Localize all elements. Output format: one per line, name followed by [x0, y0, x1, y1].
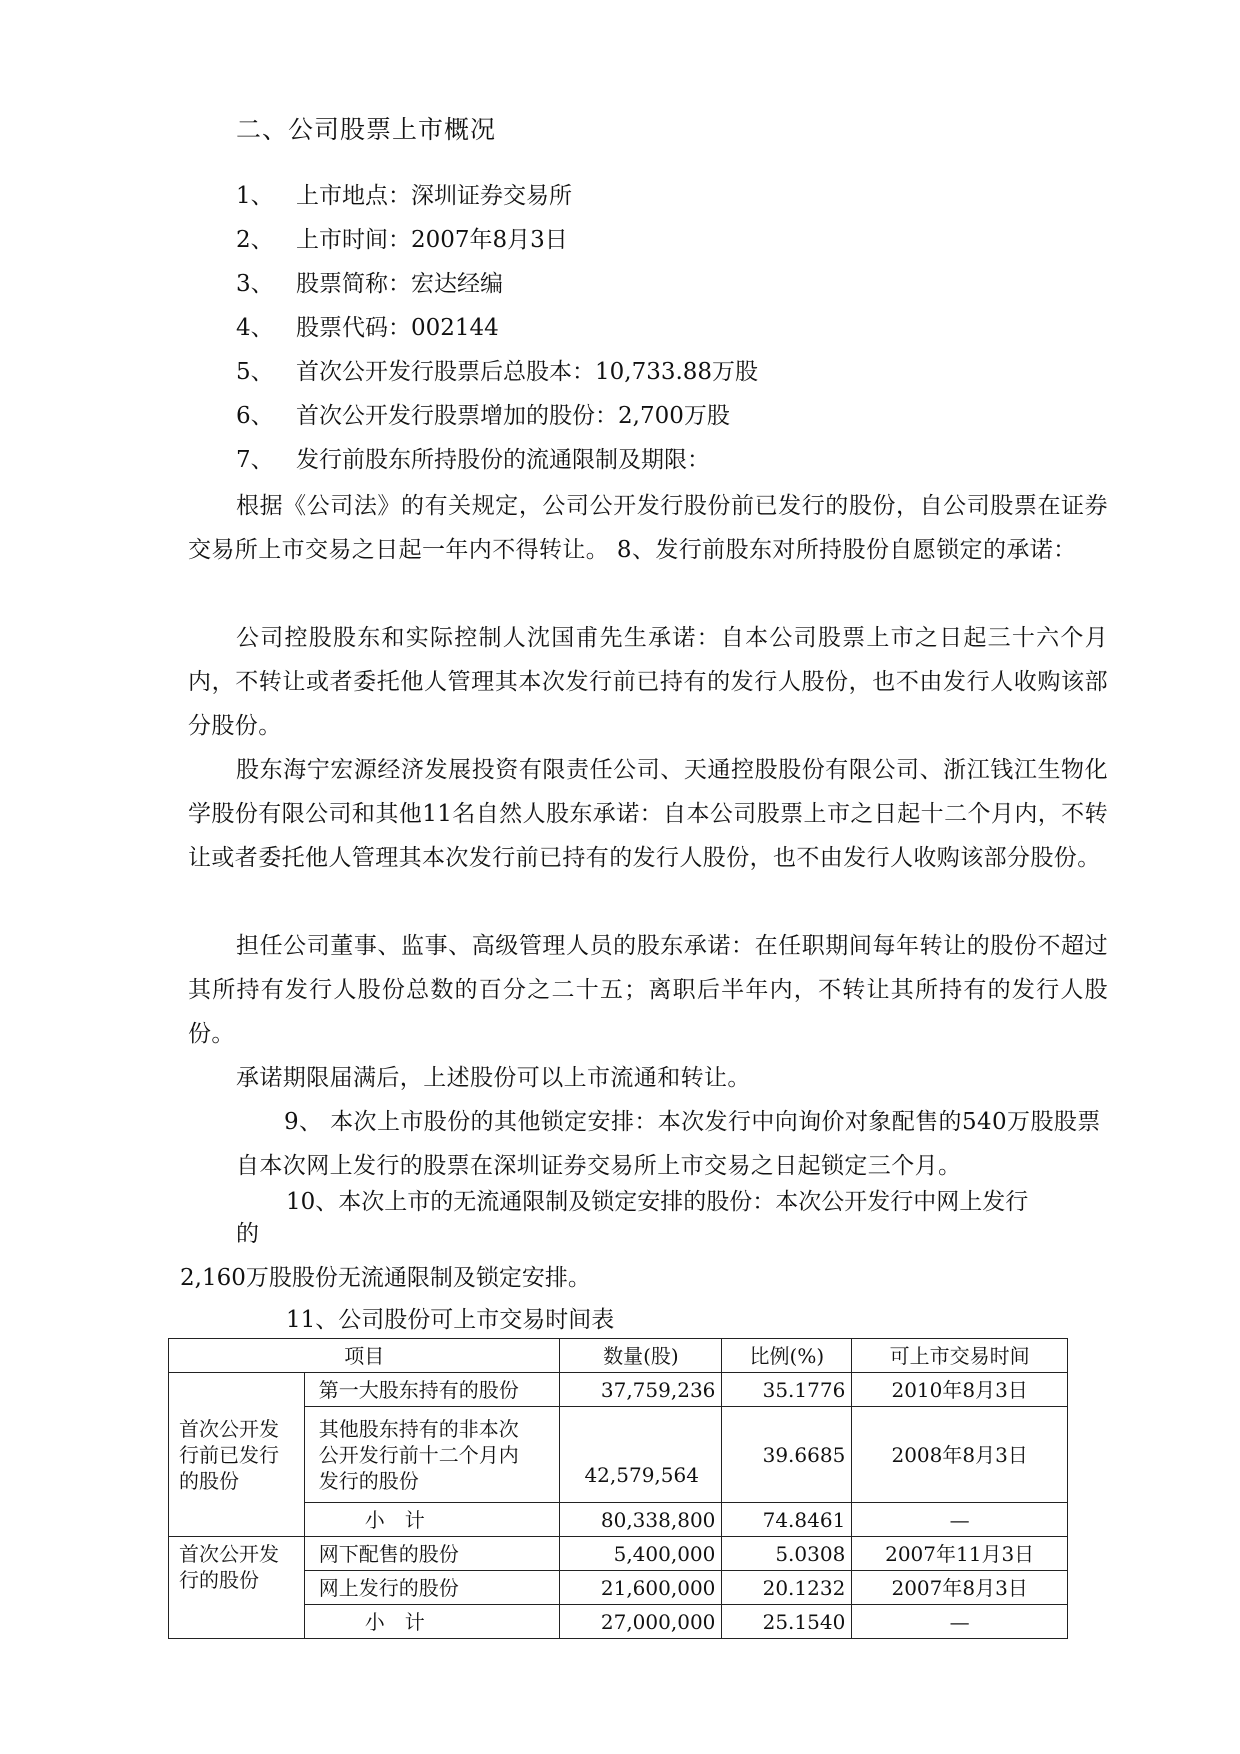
item-listing-venue: 上市地点：深圳证券交易所	[296, 183, 572, 209]
paragraph-unrestricted-line1: 10、本次上市的无流通限制及锁定安排的股份：本次公开发行中网上发行	[286, 1189, 1029, 1215]
item-number: 2、	[236, 227, 274, 253]
paragraph-unrestricted-line3: 2,160万股股份无流通限制及锁定安排。	[180, 1265, 591, 1291]
item-stock-code: 股票代码：002144	[296, 315, 499, 341]
row-date: 2007年11月3日	[852, 1537, 1068, 1571]
table-row	[169, 1407, 1068, 1503]
paragraph-expiry: 承诺期限届满后，上述股份可以上市流通和转让。	[236, 1065, 751, 1091]
row-date: 2008年8月3日	[852, 1407, 1068, 1503]
subtotal-quantity: 27,000,000	[560, 1605, 722, 1639]
subtotal-label: 小 计	[304, 1605, 560, 1639]
row-item: 网下配售的股份	[304, 1537, 560, 1571]
item-total-share-capital: 首次公开发行股票后总股本：10,733.88万股	[296, 359, 759, 385]
item-number: 4、	[236, 315, 274, 341]
item-number: 5、	[236, 359, 274, 385]
table-row	[169, 1373, 1068, 1407]
header-tradable-date: 可上市交易时间	[852, 1339, 1068, 1373]
item-lockup-heading: 发行前股东所持股份的流通限制及期限：	[296, 447, 710, 473]
table-caption: 11、公司股份可上市交易时间表	[286, 1307, 615, 1333]
row-date: 2007年8月3日	[852, 1571, 1068, 1605]
item-listing-date: 上市时间：2007年8月3日	[296, 227, 568, 253]
row-item: 其他股东持有的非本次公开发行前十二个月内发行的股份	[304, 1407, 560, 1503]
row-quantity: 5,400,000	[560, 1537, 722, 1571]
row-quantity: 42,579,564	[560, 1407, 722, 1503]
item-number: 1、	[236, 183, 274, 209]
row-ratio: 39.6685	[722, 1407, 852, 1503]
row-quantity: 37,759,236	[560, 1373, 722, 1407]
item-stock-abbreviation: 股票简称：宏达经编	[296, 271, 503, 297]
header-ratio: 比例(%)	[722, 1339, 852, 1373]
subtotal-ratio: 25.1540	[722, 1605, 852, 1639]
subtotal-row	[169, 1503, 1068, 1537]
header-quantity: 数量(股)	[560, 1339, 722, 1373]
tradable-schedule-table	[168, 1338, 1068, 1639]
row-item: 网上发行的股份	[304, 1571, 560, 1605]
header-item: 项目	[169, 1339, 560, 1373]
group-label-ipo: 首次公开发行的股份	[169, 1537, 305, 1639]
subtotal-date: —	[852, 1605, 1068, 1639]
table-row	[169, 1571, 1068, 1605]
row-ratio: 20.1232	[722, 1571, 852, 1605]
subtotal-quantity: 80,338,800	[560, 1503, 722, 1537]
paragraph-director-commitment: 担任公司董事、监事、高级管理人员的股东承诺：在任职期间每年转让的股份不超过其所持有发行人股份总数的百分之二十五；离职后半年内，不转让其所持有的发行人股份。	[188, 933, 1108, 1047]
table-header-row	[169, 1339, 1068, 1373]
paragraph-other-lockup: 9、 本次上市股份的其他锁定安排：本次发行中向询价对象配售的540万股股票自本次网上发行的股票在深圳证券交易所上市交易之日起锁定三个月。	[236, 1109, 1101, 1179]
subtotal-ratio: 74.8461	[722, 1503, 852, 1537]
section-heading: 二、公司股票上市概况	[236, 115, 497, 144]
subtotal-row	[169, 1605, 1068, 1639]
item-added-shares: 首次公开发行股票增加的股份：2,700万股	[296, 403, 730, 429]
paragraph-unrestricted-line2: 的	[236, 1221, 259, 1247]
table-row	[169, 1537, 1068, 1571]
paragraph-company-law: 根据《公司法》的有关规定，公司公开发行股份前已发行的股份，自公司股票在证券交易所上市交易之日起一年内不得转让。 8、发行前股东对所持股份自愿锁定的承诺：	[188, 493, 1108, 563]
row-ratio: 5.0308	[722, 1537, 852, 1571]
subtotal-date: —	[852, 1503, 1068, 1537]
subtotal-label: 小 计	[304, 1503, 560, 1537]
row-quantity: 21,600,000	[560, 1571, 722, 1605]
item-number: 7、	[236, 447, 274, 473]
row-item: 第一大股东持有的股份	[304, 1373, 560, 1407]
paragraph-shareholder-commitment: 股东海宁宏源经济发展投资有限责任公司、天通控股股份有限公司、浙江钱江生物化学股份有限公司和其他11名自然人股东承诺：自本公司股票上市之日起十二个月内，不转让或者委托他人管理其本次发行前已持有的发行人股份，也不由发行人收购该部分股份。	[188, 757, 1108, 871]
row-date: 2010年8月3日	[852, 1373, 1068, 1407]
group-label-pre-ipo: 首次公开发行前已发行的股份	[169, 1373, 305, 1537]
paragraph-controller-commitment: 公司控股股东和实际控制人沈国甫先生承诺：自本公司股票上市之日起三十六个月内，不转让或者委托他人管理其本次发行前已持有的发行人股份，也不由发行人收购该部分股份。	[188, 625, 1108, 739]
item-number: 3、	[236, 271, 274, 297]
row-ratio: 35.1776	[722, 1373, 852, 1407]
item-number: 6、	[236, 403, 274, 429]
